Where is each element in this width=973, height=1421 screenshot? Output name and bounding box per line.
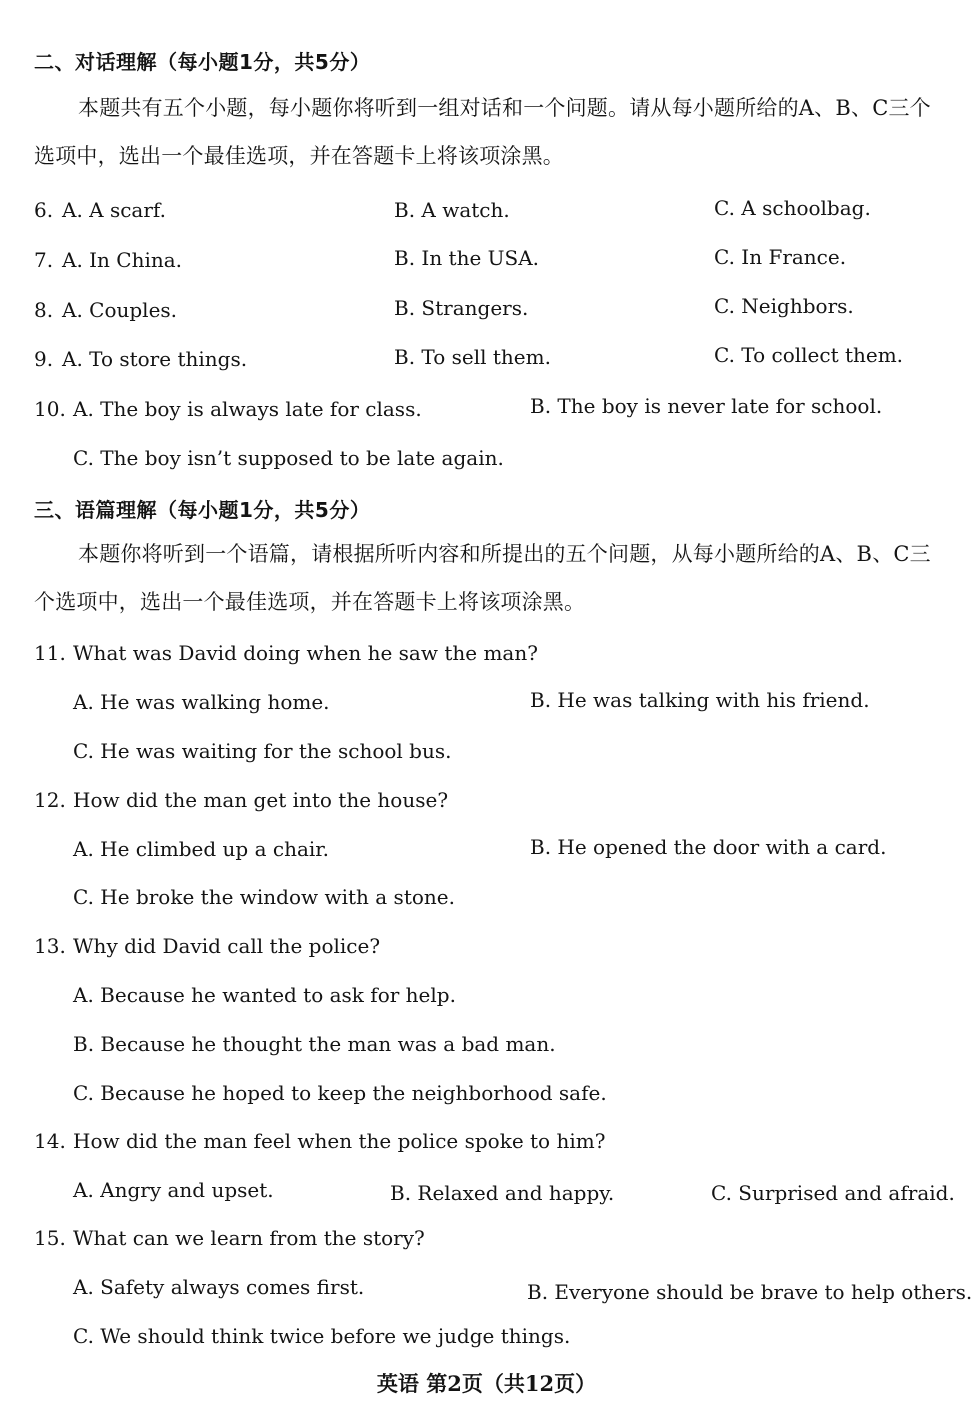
question-stem: How did the man get into the house? — [73, 788, 449, 812]
option-b: B. Everyone should be brave to help others. — [527, 1280, 973, 1304]
question-number: 11. — [34, 641, 66, 665]
question-number: 7. — [34, 248, 54, 272]
option-b: B. He opened the door with a card. — [530, 835, 887, 859]
question-number: 13. — [34, 934, 66, 958]
option-c: C. Surprised and afraid. — [711, 1181, 955, 1205]
option-a: A. Couples. — [62, 298, 178, 322]
option-c: C. We should think twice before we judge things. — [73, 1324, 571, 1348]
option-a: A. A scarf. — [62, 198, 166, 222]
option-a: A. He was walking home. — [73, 690, 330, 714]
option-a: A. He climbed up a chair. — [73, 837, 329, 861]
section-3-title: 三、语篇理解（每小题1分，共5分） — [34, 498, 371, 522]
question-stem: What was David doing when he saw the man? — [73, 641, 538, 665]
question-number: 15. — [34, 1226, 66, 1250]
option-b: B. Strangers. — [394, 296, 529, 320]
section-3-instructions: 本题你将听到一个语篇，请根据所听内容和所提出的五个问题，从每小题所给的A、B、C三个选项中，选出一个最佳选项，并在答题卡上将该项涂黑。 — [34, 542, 931, 614]
question-number: 9. — [34, 347, 54, 371]
option-a: A. Safety always comes first. — [73, 1275, 365, 1299]
option-a: A. Angry and upset. — [73, 1178, 274, 1202]
option-b: B. Because he thought the man was a bad man. — [73, 1032, 556, 1056]
question-stem: What can we learn from the story? — [73, 1226, 425, 1250]
option-c: C. Because he hoped to keep the neighborhood safe. — [73, 1081, 607, 1105]
question-number: 14. — [34, 1129, 66, 1153]
option-a: A. In China. — [62, 248, 183, 272]
option-b: B. In the USA. — [394, 246, 540, 270]
option-c: C. The boy isn’t supposed to be late again. — [73, 446, 504, 470]
question-stem: Why did David call the police? — [73, 934, 381, 958]
page-footer: 英语 第2页（共12页） — [376, 1371, 597, 1396]
option-b: B. He was talking with his friend. — [530, 688, 870, 712]
section-2-instructions: 本题共有五个小题，每小题你将听到一组对话和一个问题。请从每小题所给的A、B、C三个选项中，选出一个最佳选项，并在答题卡上将该项涂黑。 — [34, 96, 931, 168]
option-c: C. In France. — [714, 245, 847, 269]
option-c: C. A schoolbag. — [714, 196, 871, 220]
option-c: C. He was waiting for the school bus. — [73, 739, 452, 763]
option-a: A. Because he wanted to ask for help. — [73, 983, 456, 1007]
option-b: B. To sell them. — [394, 345, 551, 369]
option-b: B. The boy is never late for school. — [530, 394, 883, 418]
section-2-title: 二、对话理解（每小题1分，共5分） — [34, 50, 371, 74]
option-a: A. The boy is always late for class. — [73, 397, 422, 421]
option-c: C. To collect them. — [714, 343, 904, 367]
question-number: 8. — [34, 298, 54, 322]
question-number: 10. — [34, 397, 66, 421]
option-b: B. A watch. — [394, 198, 510, 222]
option-b: B. Relaxed and happy. — [390, 1181, 615, 1205]
question-number: 6. — [34, 198, 54, 222]
question-number: 12. — [34, 788, 66, 812]
question-stem: How did the man feel when the police spoke to him? — [73, 1129, 606, 1153]
option-c: C. Neighbors. — [714, 294, 854, 318]
option-a: A. To store things. — [62, 347, 248, 371]
option-c: C. He broke the window with a stone. — [73, 885, 455, 909]
